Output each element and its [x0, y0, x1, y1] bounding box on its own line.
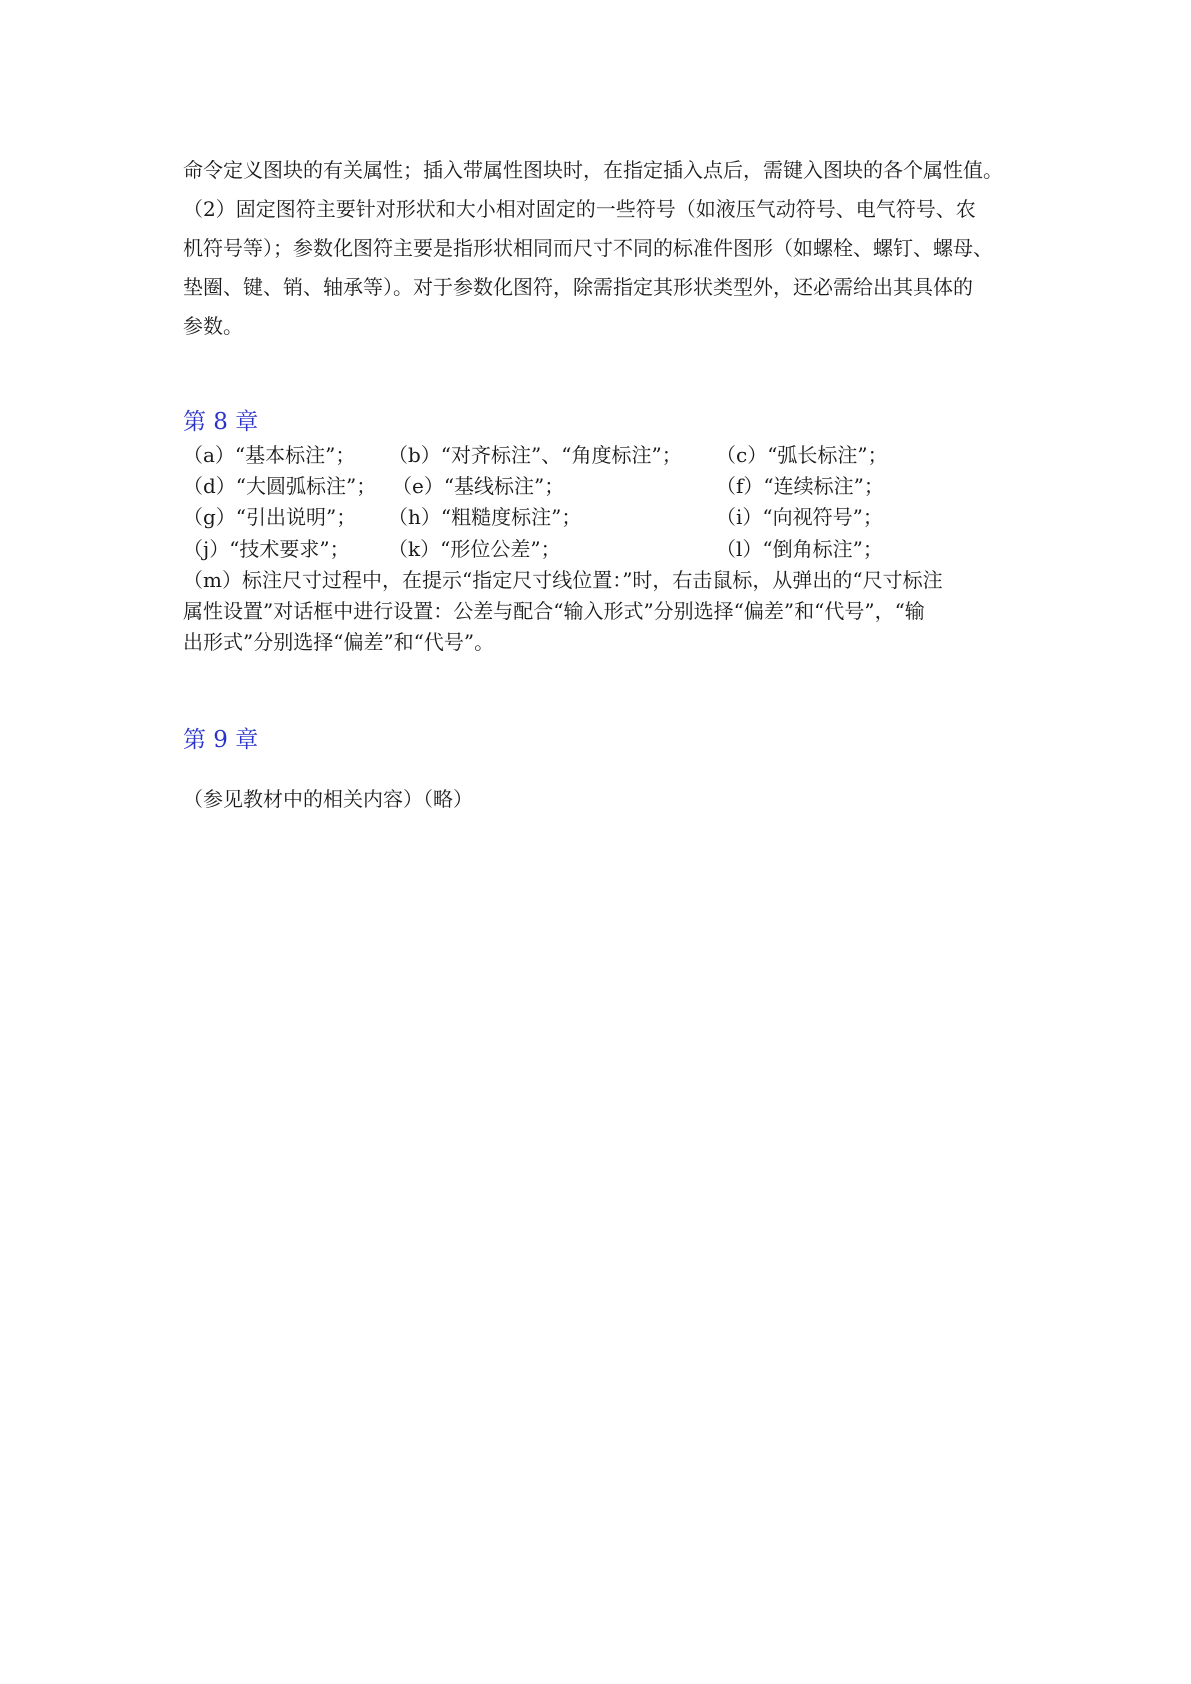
- section7-line-3: 机符号等）；参数化图符主要是指形状相同而尺寸不同的标准件图形（如螺栓、螺钉、螺母、: [183, 236, 993, 260]
- chapter8-title: 第 8 章: [183, 409, 259, 435]
- chapter8-paragraph-line-1: （m）标注尺寸过程中，在提示“指定尺寸线位置：”时，右击鼠标，从弹出的“尺寸标注: [183, 568, 943, 592]
- section7-line-5: 参数。: [183, 314, 243, 338]
- chapter8-paragraph-line-3: 出形式”分别选择“偏差”和“代号”。: [183, 630, 495, 654]
- chapter9-title: 第 9 章: [183, 727, 259, 753]
- section7-line-2: （2）固定图符主要针对形状和大小相对固定的一些符号（如液压气动符号、电气符号、农: [183, 197, 976, 221]
- answer-item-d: （d）“大圆弧标注”；: [183, 474, 377, 498]
- answer-item-l: （l）“倒角标注”；: [716, 537, 883, 561]
- chapter8-paragraph-line-2: 属性设置”对话框中进行设置：公差与配合“输入形式”分别选择“偏差”和“代号”，“输: [183, 599, 925, 623]
- answer-item-a: （a）“基本标注”；: [183, 443, 356, 467]
- answer-item-j: （j）“技术要求”；: [183, 537, 350, 561]
- answer-item-e: （e）“基线标注”；: [392, 474, 565, 498]
- answer-item-f: （f）“连续标注”；: [716, 474, 884, 498]
- answer-item-g: （g）“引出说明”；: [183, 505, 357, 529]
- answer-item-c: （c）“弧长标注”；: [716, 443, 888, 467]
- answer-item-h: （h）“粗糙度标注”；: [388, 505, 582, 529]
- section7-line-4: 垫圈、键、销、轴承等）。对于参数化图符，除需指定其形状类型外，还必需给出其具体的: [183, 275, 973, 299]
- answer-item-i: （i）“向视符号”；: [716, 505, 883, 529]
- answer-item-b: （b）“对齐标注”、“角度标注”；: [388, 443, 682, 467]
- chapter9-note: （参见教材中的相关内容）（略）: [183, 787, 473, 811]
- section7-line-1: 命令定义图块的有关属性；插入带属性图块时，在指定插入点后，需键入图块的各个属性值。: [183, 158, 1003, 182]
- answer-item-k: （k）“形位公差”；: [388, 537, 561, 561]
